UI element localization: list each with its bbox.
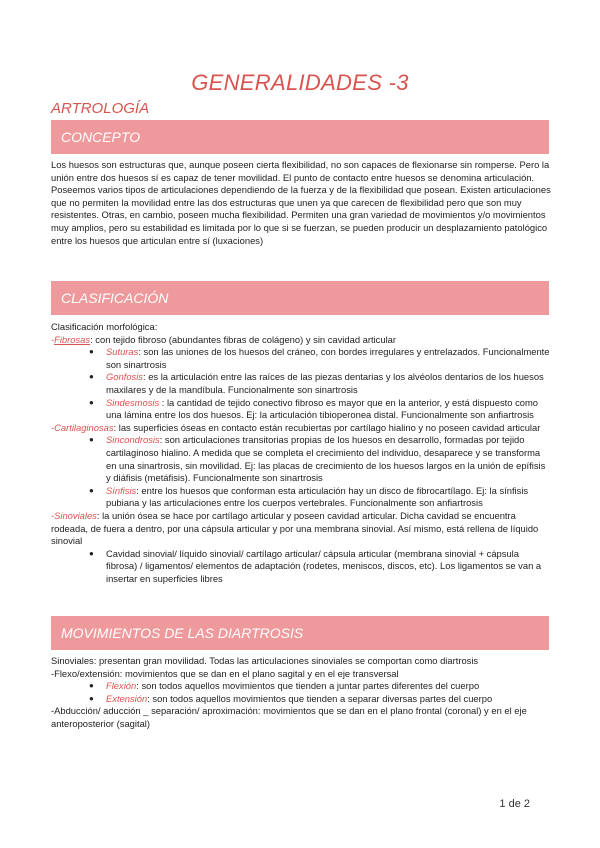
list-item-sindesmosis	[51, 397, 551, 422]
section-header-clasificacion	[51, 281, 549, 315]
sincondrosis-term: Sincondrosis	[106, 434, 160, 446]
list-item-sincondrosis	[51, 434, 551, 484]
suturas-text: : son las uniones de los huesos del cráneo, con bordes irregulares y entrelazados. Funcionalmente son sinartrosis	[106, 346, 550, 370]
cartilaginosas-text: : las superficies óseas en contacto están recubiertas por cartílago hialino y no poseen cavidad articular	[113, 421, 541, 433]
movimientos-line-2: -Flexo/extensión: movimientos que se dan en el plano sagital y en el eje transversal	[51, 667, 399, 679]
section-header-concepto	[51, 120, 549, 154]
fibrosas-text: : con tejido fibroso (abundantes fibras de colágeno) y sin cavidad articular	[90, 333, 396, 345]
flexion-term: Flexión	[106, 680, 137, 692]
gonfosis-text: : es la articulación entre las raíces de las piezas dentarias y los alvéolos dentarios de los huesos maxilares y de la mandíbula. Funcionalmente son sinartrosis	[106, 371, 544, 395]
list-item-cavidad	[51, 548, 551, 586]
sinoviales-line	[51, 510, 551, 548]
list-item-suturas	[51, 346, 551, 371]
list-item-flexion	[51, 680, 551, 693]
extension-term: Extensión	[106, 692, 148, 704]
section-heading: CLASIFICACIÓN	[61, 290, 169, 306]
page-number: 1 de 2	[499, 798, 530, 810]
list-item-gonfosis	[51, 371, 551, 396]
cartilaginosas-term: -Cartilaginosas	[51, 421, 114, 433]
movimientos-line-1: Sinoviales: presentan gran movilidad. Todas las articulaciones sinoviales se comportan como diartrosis	[51, 655, 479, 666]
cavidad-text: Cavidad sinovial/ líquido sinovial/ cartílago articular/ cápsula articular (membrana sinovial + cápsula fibrosa) / ligamentos/ elementos de adaptación (rodetes, meniscos, discos, etc). Los ligamentos se van a insertar en superficies libres	[106, 547, 542, 584]
section-heading: MOVIMIENTOS DE LAS DIARTROSIS	[61, 625, 304, 641]
page-title: GENERALIDADES -3	[191, 70, 409, 95]
extension-text: : son todos aquellos movimientos que tienden a separar diversas partes del cuerpo	[147, 692, 493, 704]
sinoviales-term: -Sinoviales	[51, 509, 97, 521]
movimientos-body	[51, 655, 551, 731]
flexion-text: : son todos aquellos movimientos que tienden a juntar partes diferentes del cuerpo	[136, 680, 480, 692]
concepto-paragraph-2: Poseemos varios tipos de articulaciones dependiendo de la fuerza y de la flexibilidad que posean. Existen articulaciones que no permiten la movilidad entre las dos estructuras que unen ya que carecen de flexibilidad pero que son muy resistentes. Otras, en cambio, poseen mucha flexibilidad. Permiten una gran variedad de movimientos y/o movimientos muy amplios, pero su estabilidad es limitada por lo que si se fuerzan, se pueden producir un desplazamiento patológico entre los huesos que articulan entre sí (luxaciones)	[51, 184, 551, 246]
section-heading: CONCEPTO	[61, 129, 141, 145]
fibrosas-term: Fibrosas	[54, 333, 91, 345]
sincondrosis-text: : son articulaciones transitorias propias de los huesos en desarrollo, formadas por tejido cartilaginoso hialino. A medida que se completa el crecimiento del individuo, desaparece y se transforma en una sinartrosis, sin movilidad. Ej: las placas de crecimiento de los huesos largos en la unión de epífisis y diáfisis (metáfisis). Funcionalmente son sinartrosis	[106, 434, 546, 484]
sinfisis-term: Sínfisis	[106, 484, 137, 496]
fibrosas-prefix: -	[51, 333, 55, 345]
suturas-term: Suturas	[106, 346, 139, 358]
concepto-body	[51, 159, 551, 247]
cartilaginosas-line	[51, 422, 551, 435]
movimientos-line-3: -Abducción/ aducción _ separación/ aproximación: movimientos que se dan en el plano frontal (coronal) y en el eje anteroposterior (sagital)	[51, 705, 527, 729]
clasificacion-body	[51, 321, 551, 585]
section-header-movimientos	[51, 616, 549, 650]
sinoviales-text: : la unión ósea se hace por cartílago articular y poseen cavidad articular. Dicha cavidad se encuentra rodeada, de fuera a dentro, por una cápsula articular y por una membrana sinovial. Así mismo, está rellena de líquido sinovial	[51, 509, 539, 547]
sinfisis-text: : entre los huesos que conforman esta articulación hay un disco de fibrocartílago. Ej: la sínfisis pubiana y las articulaciones entre los cuerpos vertebrales. Funcionalmente son anfiartrosis	[106, 484, 529, 509]
gonfosis-term: Gonfosis	[106, 371, 143, 383]
clasificacion-intro: Clasificación morfológica:	[51, 321, 158, 332]
sindesmosis-term: Sindesmosis	[106, 396, 160, 408]
concepto-paragraph-1: Los huesos son estructuras que, aunque poseen cierta flexibilidad, no son capaces de flexionarse sin romperse. Pero la unión entre dos huesos sí es capaz de tener movilidad. El punto de contacto entre huesos se denomina articulación.	[51, 159, 550, 183]
list-item-sinfisis	[51, 485, 551, 510]
sindesmosis-text: : la cantidad de tejido conectivo fibroso es mayor que en la anterior, y está dispuesto como una lámina entre los dos huesos. Ej: la articulación tibioperonea distal. Funcionalmente son anfiartrosis	[106, 396, 539, 421]
page-subtitle: ARTROLOGÍA	[51, 100, 150, 117]
list-item-extension	[51, 693, 551, 706]
fibrosas-line	[51, 334, 551, 347]
